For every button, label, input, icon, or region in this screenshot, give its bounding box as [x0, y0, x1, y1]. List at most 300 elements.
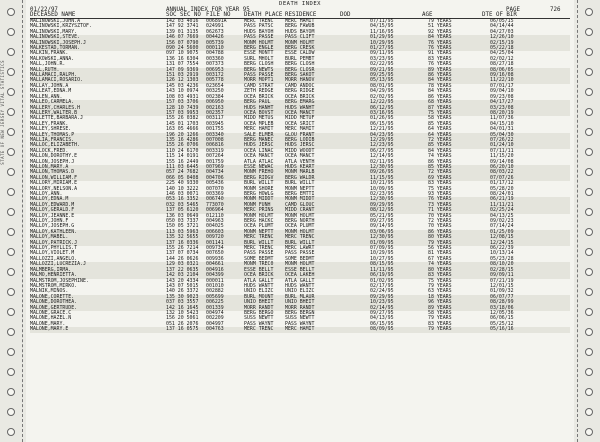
perforation-hole	[585, 208, 593, 216]
cell-dob: 04/27/03	[490, 28, 514, 35]
cell-file: 004734	[206, 169, 224, 176]
cell-name: MALLON,WILLIAM.F	[30, 174, 78, 181]
cell-dod: 10/21/95	[370, 180, 394, 187]
cell-ssn: 145 03 4236	[166, 82, 199, 89]
cell-name: MALLETTE,BARBARA.J	[30, 115, 83, 122]
cell-ssn: 142 03 2104	[166, 272, 199, 279]
cell-name: MALLOY,ANN.	[30, 191, 63, 197]
cell-age: 76 YEARS	[428, 45, 452, 52]
perforation-hole	[585, 48, 593, 56]
cell-age: 73 YEARS	[428, 201, 452, 208]
cell-dp: BURL MOUNT	[244, 293, 274, 300]
cell-dod: 09/27/95	[370, 218, 394, 225]
perforation-hole	[585, 188, 593, 196]
cell-dob: 05/25/12	[490, 320, 514, 327]
perforation-hole	[585, 28, 593, 36]
cell-dp: BERG BERGO	[244, 309, 274, 316]
cell-res: MIDD WOODT	[285, 147, 315, 154]
perforation-hole	[7, 348, 15, 356]
cell-file: 003250	[206, 88, 224, 95]
cell-res: UNIO ELIZC	[285, 288, 315, 295]
col-header-dob: DTE OF BIR	[482, 12, 517, 18]
cell-dob: 03/18/06	[490, 304, 514, 311]
cell-ssn: 147 09 9369	[166, 66, 199, 73]
cell-dob: 04/25/04	[490, 50, 514, 57]
cell-dod: 03/06/95	[370, 228, 394, 235]
cell-dod: 09/11/95	[370, 50, 394, 57]
cell-dod: 04/23/95	[370, 131, 394, 138]
cell-res: HUDS WANTT	[285, 282, 315, 289]
cell-dp: BURL WILLT	[244, 180, 274, 187]
cell-age: 79 YEARS	[428, 282, 452, 289]
cell-dod: 02/02/95	[370, 93, 394, 100]
cell-dp: SURL MHOLT	[244, 55, 274, 62]
cell-file: 006953	[206, 66, 224, 73]
cell-name: MALLOY,JOHN.F	[30, 218, 69, 225]
cell-ssn: 057 24 7682	[166, 169, 199, 176]
perforation-hole	[585, 428, 593, 436]
cell-file: 002384	[206, 93, 224, 100]
cell-name: MALLOY,KATHLEEN.	[30, 228, 78, 235]
cell-dod: 06/15/95	[370, 120, 394, 127]
cell-age: 84 YEARS	[428, 34, 452, 41]
cell-dp: ESSE BELLT	[244, 266, 274, 273]
cell-res: MONM HOLMT	[285, 261, 315, 268]
cell-file: 002357	[206, 109, 224, 116]
cell-name: MALINOWSKI,KRZYSZTOF.	[30, 23, 92, 30]
perforation-hole	[585, 128, 593, 136]
cell-age: 81 YEARS	[428, 250, 452, 257]
cell-name: MALMO,HENRIETTA.	[30, 272, 78, 279]
cell-dp: SUSS NEWTT	[244, 315, 274, 322]
cell-file: 007070	[206, 185, 224, 192]
cell-dod: 12/29/95	[370, 136, 394, 143]
cell-dob: 04/15/10	[490, 120, 514, 127]
cell-name: MALNIK,MINOS.	[30, 288, 69, 295]
perforation-hole	[7, 268, 15, 276]
cell-name: MALLEO,CARMELA.	[30, 99, 75, 106]
cell-name: MALINOWSKI,JOHN.A	[30, 18, 81, 24]
cell-res: BERG FAWUB	[285, 23, 315, 30]
cell-ssn: 129 03 0321	[166, 261, 199, 268]
cell-dob: 06/21/19	[490, 196, 514, 203]
perforation-hole	[585, 368, 593, 376]
cell-res: ESSE BELLT	[285, 266, 315, 273]
cell-dob: 09/04/10	[490, 88, 514, 95]
cell-dp: HUDS BAYOH	[244, 28, 274, 35]
cell-dob: 09/16/08	[490, 72, 514, 79]
cell-dp: PASS PASSE	[244, 250, 274, 257]
cell-dod: 06/19/95	[370, 272, 394, 279]
cell-ssn: 137 07 0734	[166, 250, 199, 257]
cell-file: 009720	[206, 234, 224, 241]
cell-dod: 09/29/95	[370, 201, 394, 208]
cell-dp: BERG MANEC	[244, 136, 274, 143]
perforation-hole	[585, 168, 593, 176]
report-subtitle: ANNUAL INDEX FOR YEAR 95	[166, 7, 250, 13]
perforation-hole	[7, 208, 15, 216]
cell-age: 72 YEARS	[428, 136, 452, 143]
cell-name: MALONE,CORETTE.	[30, 293, 75, 300]
cell-file: 773070	[206, 201, 224, 208]
cell-ssn: 150 05 3721	[166, 223, 199, 230]
cell-dp: HUDS HANHT	[244, 104, 274, 111]
cell-dob: 05/04/30	[490, 131, 514, 138]
run-date: 01/22/97	[30, 7, 58, 13]
cell-file: 001759	[206, 158, 224, 165]
cell-file: 023654	[206, 82, 224, 89]
cell-dob: 05/16/16	[490, 326, 514, 333]
cell-file: 009734	[206, 245, 224, 252]
cell-dod: 03/16/95	[370, 109, 394, 116]
cell-dob: 06/07/77	[490, 293, 514, 300]
cell-dp: MERC TRENC	[244, 18, 274, 24]
cell-res: PASS CLIFT	[285, 34, 315, 41]
cell-res: BERG EMTTI	[285, 191, 315, 197]
cell-ssn: 131 07 7554	[166, 61, 199, 68]
cell-dob: 06/20/10	[490, 163, 514, 170]
cell-dob: 03/23/08	[490, 104, 514, 111]
page-label: PAGE	[506, 7, 520, 13]
cell-dp: SALE ELMER	[244, 131, 274, 138]
cell-dod: 12/30/95	[370, 163, 394, 170]
cell-dp: CAMD STRAT	[244, 82, 274, 89]
cell-name: MALLEN,ANN.	[30, 93, 63, 100]
cell-age: 18 YEARS	[428, 293, 452, 300]
cell-name: MALLEAT,EDNA.M	[30, 88, 72, 95]
cell-dp: BERG CLOSH	[244, 61, 274, 68]
cell-dob: 09/02/23	[490, 218, 514, 225]
cell-name: MALLOY,JOSEPH.G	[30, 223, 75, 230]
cell-age: 85 YEARS	[428, 163, 452, 170]
cell-file: 004661	[206, 261, 224, 268]
cell-name: MALMBERG,IRMA.	[30, 266, 72, 273]
cell-dob: 04/17/27	[490, 99, 514, 106]
cell-file: 001755	[206, 126, 224, 133]
cell-dod: 04/15/95	[370, 23, 394, 30]
cell-dob: 08/28/99	[490, 299, 514, 306]
cell-file: 002882	[206, 288, 224, 295]
cell-name: MALLOZZI,LUCREZIA.J	[30, 261, 86, 268]
cell-file: 009936	[206, 255, 224, 262]
perforation-hole	[7, 88, 15, 96]
cell-ssn: 066 05 0408	[166, 174, 199, 181]
cell-dp: MONM HOLMT	[244, 39, 274, 46]
cell-dod: 10/09/95	[370, 185, 394, 192]
cell-dod: 11/16/95	[370, 28, 394, 35]
cell-res: SOME BEDMT	[285, 255, 315, 262]
cell-age: 84 YEARS	[428, 77, 452, 84]
cell-age: 64 YEARS	[428, 131, 452, 138]
cell-age: 80 YEARS	[428, 266, 452, 273]
cell-dp: PASS WAYNT	[244, 320, 274, 327]
cell-dob: 02/15/19	[490, 39, 514, 46]
cell-dob: 07/26/22	[490, 136, 514, 143]
cell-ssn: 151 03 2919	[166, 72, 199, 79]
cell-res: PASS WAYNT	[285, 320, 315, 327]
cell-name: MALLON,DOROTHY.E	[30, 153, 78, 160]
cell-ssn: 053 16 3352	[166, 196, 199, 203]
cell-res: MERC MAMIT	[285, 126, 315, 133]
cell-dod: 09/27/95	[370, 309, 394, 316]
cell-age: 63 YEARS	[428, 288, 452, 295]
cell-dob: 12/24/15	[490, 239, 514, 246]
cell-dod: 09/29/95	[370, 293, 394, 300]
cell-res: HUDS JERSC	[285, 142, 315, 149]
cell-name: MALL,RUTH.	[30, 66, 60, 73]
cell-dp: ATLA ATLAC	[244, 158, 274, 165]
cell-file: 007008	[206, 136, 224, 143]
cell-age: 79 YEARS	[428, 18, 452, 24]
cell-name: MALONE,GRACE.C	[30, 309, 72, 316]
cell-dod: 12/23/95	[370, 142, 394, 149]
cell-dp: PASS PATSC	[244, 23, 274, 30]
cell-dod: 09/25/95	[370, 72, 394, 79]
cell-file: 003360	[206, 55, 224, 62]
cell-ssn: 146 07 7669	[166, 34, 199, 41]
cell-dod: 12/30/95	[370, 196, 394, 203]
cell-dod: 06/15/95	[370, 320, 394, 327]
cell-dob: 06/05/15	[490, 18, 514, 24]
cell-dob: 12/01/15	[490, 282, 514, 289]
cell-res: BERG LODIB	[285, 136, 315, 143]
cell-file: 003117	[206, 115, 224, 122]
cell-dp: OCEA BRICK	[244, 93, 274, 100]
cell-name: MALLIA,FRANCIS.	[30, 136, 75, 143]
cell-dob: 12/05/36	[490, 309, 514, 316]
cell-dp: BERG RIDGV	[244, 174, 274, 181]
cell-ssn: 157 03 9953	[166, 109, 199, 116]
cell-age: 76 YEARS	[428, 39, 452, 46]
cell-age: 83 YEARS	[428, 180, 452, 187]
cell-age: 68 YEARS	[428, 99, 452, 106]
perforation-hole	[585, 88, 593, 96]
cell-dob: 12/26/10	[490, 34, 514, 41]
cell-ssn: 136 16 6304	[166, 55, 199, 62]
cell-file: 004963	[206, 218, 224, 225]
cell-dod: 02/22/95	[370, 61, 394, 68]
cell-file: 001010	[206, 282, 224, 289]
cell-ssn: 090 24 5600	[166, 45, 199, 52]
cell-res: BURL WILLT	[285, 239, 315, 246]
cell-file: 005436	[206, 180, 224, 187]
cell-dp: OCEA BOVST	[244, 109, 274, 116]
cell-name: MALLOY,EDWARD.M	[30, 201, 75, 208]
cell-dob: 02/02/12	[490, 55, 514, 62]
tractor-feed-left	[0, 0, 23, 442]
cell-dob: 11/22/10	[490, 77, 514, 84]
cell-ssn: 157 03 3706	[166, 99, 199, 106]
perforation-hole	[7, 168, 15, 176]
perforation-hole	[7, 248, 15, 256]
cell-age: 70 YEARS	[428, 223, 452, 230]
cell-age: 58 YEARS	[428, 309, 452, 316]
cell-dp: MONM MIDDT	[244, 196, 274, 203]
cell-age: 79 YEARS	[428, 326, 452, 333]
cell-dod: 05/13/95	[370, 77, 394, 84]
cell-res: GLOU FRANT	[285, 131, 315, 138]
cell-res: MORR HANOV	[285, 77, 315, 84]
cell-ssn: 050 03 7337	[166, 218, 199, 225]
cell-dob: 07/07/26	[490, 174, 514, 181]
cell-name: MALLOY,JEANNE.E	[30, 212, 75, 219]
tractor-feed-right	[577, 0, 600, 442]
cell-dob: 07/14/24	[490, 223, 514, 230]
cell-ssn: 137 16 0575	[166, 326, 199, 333]
cell-file: 003319	[206, 147, 224, 154]
cell-age: 56 YEARS	[428, 245, 452, 252]
cell-dob: 11/15/20	[490, 153, 514, 160]
cell-res: MIDD METUF	[285, 115, 315, 122]
col-header-ssn: SOC SEC NO	[166, 12, 201, 18]
cell-file: 062673	[206, 28, 224, 35]
cell-age: 76 YEARS	[428, 61, 452, 68]
perforation-hole	[585, 108, 593, 116]
cell-res: MERC HAMIT	[285, 326, 315, 333]
cell-name: MALKIN,FRANK.	[30, 50, 69, 57]
cell-res: BERG EMARG	[285, 99, 315, 106]
cell-ssn: 110 24 6170	[166, 147, 199, 154]
cell-res: BURL WILLT	[285, 180, 315, 187]
cell-name: MALLOC,ELIZABETH.	[30, 142, 81, 149]
cell-file: 001141	[206, 239, 224, 246]
cell-dod: 01/09/95	[370, 239, 394, 246]
cell-dp: ESSE NEWAC	[244, 163, 274, 170]
cell-age: 67 YEARS	[428, 255, 452, 262]
cell-file: 003945	[206, 120, 224, 127]
cell-res: BERG CRESK	[285, 45, 315, 52]
cell-dod: 07/09/95	[370, 245, 394, 252]
cell-ssn: 097 10 9075	[166, 50, 199, 57]
cell-name: MALLOY,MABEL.	[30, 234, 69, 241]
cell-name: MALLERY,WALTER.B	[30, 109, 78, 116]
cell-name: MALLORY,NELSON.A	[30, 185, 78, 192]
cell-res: CAMD ANDOC	[285, 82, 315, 89]
cell-name: MALMSTROM,JOSEPHINE.	[30, 277, 89, 284]
cell-name: MALINOWSKI,MARY.	[30, 28, 78, 35]
cell-dod: 10/27/95	[370, 255, 394, 262]
cell-dp: OCEA PLUMT	[244, 223, 274, 230]
cell-dp: MERC PRINS	[244, 207, 274, 214]
cell-age: 86 YEARS	[428, 72, 452, 79]
cell-age: 51 YEARS	[428, 23, 452, 30]
cell-file: 003340	[206, 131, 224, 138]
cell-dob: 08/06/05	[490, 66, 514, 73]
cell-age: 74 YEARS	[428, 261, 452, 268]
cell-dod: 10/29/95	[370, 250, 394, 257]
cell-dod: 02/17/95	[370, 282, 394, 289]
cell-dp: MONM FREHO	[244, 169, 274, 176]
cell-res: ESSE CALDW	[285, 50, 315, 57]
cell-res: BERG BERGN	[285, 309, 315, 316]
cell-name: MALLAY,JOHN.A	[30, 82, 69, 89]
cell-name: MALLON,THOMAS.D	[30, 169, 75, 176]
cell-dob: 04/14/44	[490, 23, 514, 30]
cell-dod: 12/30/95	[370, 234, 394, 241]
cell-file: 005739	[206, 39, 224, 46]
cell-file: 006603	[206, 228, 224, 235]
cell-file: 003369	[206, 191, 224, 197]
cell-name: MALINOWSKI,STEVE.	[30, 34, 81, 41]
cell-name: MALMSTROM,MIRKO.	[30, 282, 78, 289]
perforation-hole	[7, 288, 15, 296]
cell-ssn: 155 26 0382	[166, 115, 199, 122]
cell-ssn: 145 01 1703	[166, 120, 199, 127]
cell-file: 005778	[206, 77, 224, 84]
cell-file: 002163	[206, 104, 224, 111]
cell-file: 003172	[206, 72, 224, 79]
cell-ssn: 155 26 0706	[166, 142, 199, 149]
cell-name: MALLOY,PATRICK.J	[30, 239, 78, 246]
cell-ssn: 140 26 3372	[166, 288, 199, 295]
cell-age: 89 YEARS	[428, 66, 452, 73]
cell-res: BERG CLOSR	[285, 66, 315, 73]
perforation-hole	[7, 148, 15, 156]
cell-file: 005699	[206, 293, 224, 300]
margin-caption: STATE OF NEW JERSEY VITAL STATISTICS	[0, 60, 5, 165]
cell-file: 006891A	[206, 18, 227, 24]
cell-dod: 04/29/95	[370, 88, 394, 95]
perforation-hole	[7, 188, 15, 196]
cell-file: 007264	[206, 153, 224, 160]
cell-ssn: 037 03 3557	[166, 299, 199, 306]
perforation-hole	[585, 328, 593, 336]
cell-res: OCEA MANCT	[285, 109, 315, 116]
cell-dp: BERG ENGLE	[244, 45, 274, 52]
cell-res: MONM HOLMT	[285, 212, 315, 219]
cell-file: 000011	[206, 277, 224, 284]
cell-dob: 05/28/20	[490, 185, 514, 192]
death-index-table	[30, 19, 570, 333]
cell-dod: 04/13/95	[370, 315, 394, 322]
cell-dp: MORR MOPT1	[244, 77, 274, 84]
cell-age: 58 YEARS	[428, 115, 452, 122]
cell-dp: BERG NEWTS	[244, 66, 274, 73]
cell-file: 004399	[206, 272, 224, 279]
cell-ssn: 135 30 9023	[166, 293, 199, 300]
col-header-age: AGE	[422, 12, 433, 18]
cell-file: 006816	[206, 142, 224, 149]
cell-dod: 01/02/95	[370, 277, 394, 284]
cell-age: 74 YEARS	[428, 153, 452, 160]
cell-file: 006740	[206, 196, 224, 203]
cell-dod: 08/15/95	[370, 261, 394, 268]
cell-age: 75 YEARS	[428, 277, 452, 284]
cell-name: MALLORY,MIRIAM.E	[30, 180, 78, 187]
cell-file: 007650	[206, 250, 224, 257]
cell-res: BERG RIDGE	[285, 88, 315, 95]
cell-dod: 08/09/95	[370, 326, 394, 333]
cell-ssn: 142 16 1645	[166, 304, 199, 311]
perforation-hole	[7, 228, 15, 236]
perforation-hole	[585, 288, 593, 296]
cell-age: 89 YEARS	[428, 304, 452, 311]
cell-dob: 09/09/11	[490, 272, 514, 279]
cell-name: MALLON,JOSEPH.J	[30, 158, 75, 165]
cell-dp: OCEA LINAC	[244, 147, 274, 154]
cell-ssn: 128 10 7439	[166, 104, 199, 111]
cell-dp: MERC TRENC	[244, 245, 274, 252]
cell-dp: BERG HOWLG	[244, 191, 274, 197]
cell-age: 75 YEARS	[428, 109, 452, 116]
cell-file: 012110	[206, 212, 224, 219]
cell-dp: MERC HAMIT	[244, 126, 274, 133]
cell-name: MALL,JOHN.R.	[30, 61, 66, 68]
cell-dod: 09/26/95	[370, 169, 394, 176]
cell-dod: 11/11/95	[370, 266, 394, 273]
cell-res: MONM MIDDT	[285, 196, 315, 203]
cell-ssn: 108 03 4931	[166, 93, 199, 100]
